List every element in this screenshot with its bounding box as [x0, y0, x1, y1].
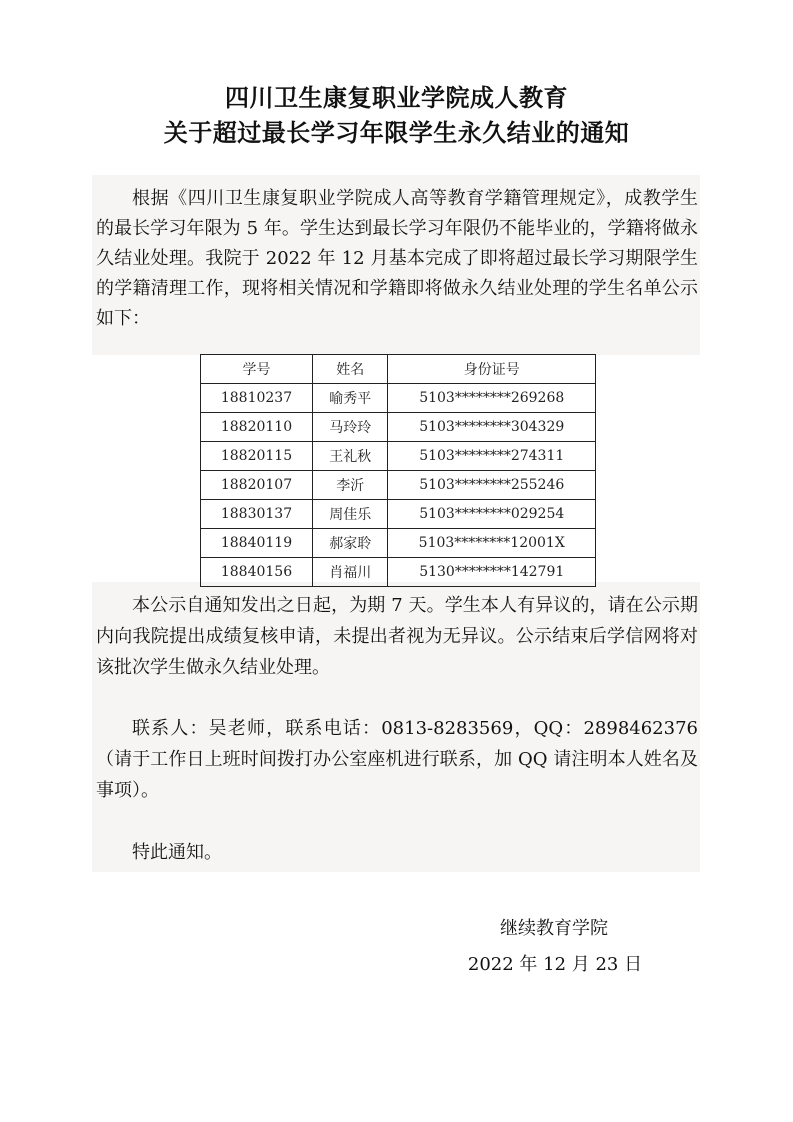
- student-name-cell: 周佳乐: [313, 500, 388, 529]
- student-id-cell: 18820110: [201, 413, 313, 442]
- student-name-cell: 王礼秋: [313, 442, 388, 471]
- student-name-cell: 肖福川: [313, 558, 388, 587]
- column-header-student-id: 学号: [201, 355, 313, 384]
- signature-date: 2022 年 12 月 23 日: [467, 954, 643, 975]
- table-row: [201, 413, 596, 442]
- id-number-cell: 5103********029254: [388, 500, 596, 529]
- table-row: [201, 500, 596, 529]
- table-header-row: [201, 355, 596, 384]
- student-id-cell: 18810237: [201, 384, 313, 413]
- id-number-cell: 5103********269268: [388, 384, 596, 413]
- student-name-cell: 郝家聆: [313, 529, 388, 558]
- id-number-cell: 5103********255246: [388, 471, 596, 500]
- closing-paragraph: 特此通知。: [132, 842, 222, 863]
- id-number-cell: 5103********12001X: [388, 529, 596, 558]
- student-name-cell: 马玲玲: [313, 413, 388, 442]
- signature-organization: 继续教育学院: [500, 918, 608, 939]
- contact-paragraph: 联系人：吴老师，联系电话：0813-8283569，QQ：2898462376（请于工作日上班时间拨打办公室座机进行联系，加 QQ 请注明本人姓名及事项）。: [96, 718, 698, 801]
- column-header-id-number: 身份证号: [388, 355, 596, 384]
- table-row: [201, 384, 596, 413]
- document-title-line-2: 关于超过最长学习年限学生永久结业的通知: [163, 119, 630, 147]
- student-roster-table: [200, 354, 596, 587]
- column-header-name: 姓名: [313, 355, 388, 384]
- student-id-cell: 18840156: [201, 558, 313, 587]
- student-name-cell: 李沂: [313, 471, 388, 500]
- student-id-cell: 18820107: [201, 471, 313, 500]
- student-name-cell: 喻秀平: [313, 384, 388, 413]
- id-number-cell: 5103********304329: [388, 413, 596, 442]
- id-number-cell: 5103********274311: [388, 442, 596, 471]
- document-title-line-1: 四川卫生康复职业学院成人教育: [225, 84, 568, 112]
- intro-paragraph: 根据《四川卫生康复职业学院成人高等教育学籍管理规定》，成教学生的最长学习年限为 5 年。学生达到最长学习年限仍不能毕业的，学籍将做永久结业处理。我院于 2022 年 12 月基本完成了即将超过最长学习期限学生的学籍清理工作，现将相关情况和学籍即将做永久结业处理的学生名单公示如下：: [96, 188, 698, 329]
- id-number-cell: 5130********142791: [388, 558, 596, 587]
- student-id-cell: 18820115: [201, 442, 313, 471]
- table-row: [201, 558, 596, 587]
- student-id-cell: 18840119: [201, 529, 313, 558]
- table-row: [201, 529, 596, 558]
- table-row: [201, 442, 596, 471]
- table-row: [201, 471, 596, 500]
- objection-paragraph: 本公示自通知发出之日起，为期 7 天。学生本人有异议的，请在公示期内向我院提出成绩复核申请，未提出者视为无异议。公示结束后学信网将对该批次学生做永久结业处理。: [96, 595, 698, 678]
- student-id-cell: 18830137: [201, 500, 313, 529]
